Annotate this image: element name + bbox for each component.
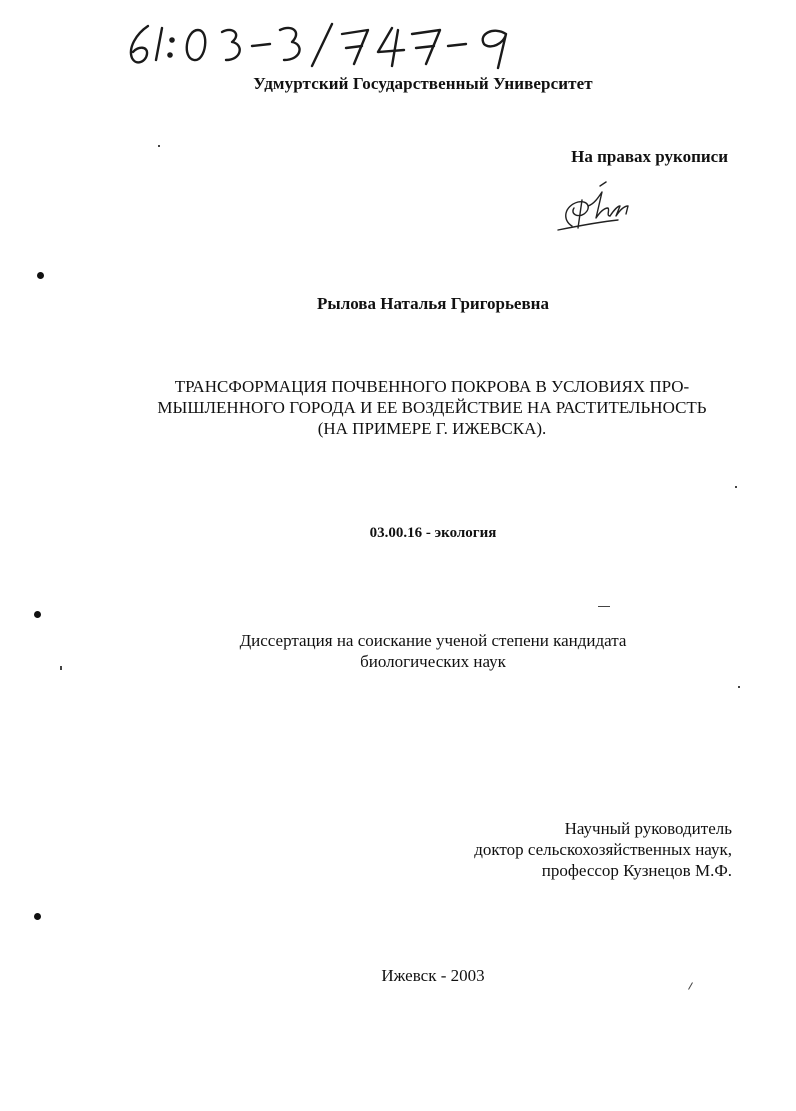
binding-dot xyxy=(37,272,44,279)
supervisor-block xyxy=(474,818,732,881)
title-line: ТРАНСФОРМАЦИЯ ПОЧВЕННОГО ПОКРОВА В УСЛОВИЯХ ПРО- xyxy=(174,377,690,396)
scan-speck xyxy=(738,686,740,688)
binding-dot xyxy=(34,913,41,920)
degree-statement xyxy=(0,630,796,672)
university-name: Удмуртский Государственный Университет xyxy=(253,74,593,93)
title-line: (НА ПРИМЕРЕ Г. ИЖЕВСКА). xyxy=(317,419,547,438)
degree-line: Диссертация на соискание ученой степени кандидата xyxy=(239,631,627,650)
supervisor-line: Научный руководитель xyxy=(564,819,732,838)
rights-notice: На правах рукописи xyxy=(571,147,728,166)
handwritten-archive-code xyxy=(0,0,560,80)
supervisor-line: профессор Кузнецов М.Ф. xyxy=(541,861,732,880)
city-year: Ижевск - 2003 xyxy=(381,966,485,985)
title-line: МЫШЛЕННОГО ГОРОДА И ЕЕ ВОЗДЕЙСТВИЕ НА РАСТИТЕЛЬНОСТЬ xyxy=(157,398,707,417)
scan-speck xyxy=(735,486,737,488)
author-signature xyxy=(548,176,648,236)
scan-speck xyxy=(158,145,160,147)
specialty-code: 03.00.16 - экология xyxy=(369,525,497,541)
scan-speck xyxy=(598,606,610,607)
scan-speck xyxy=(60,666,62,670)
dissertation-title xyxy=(130,376,734,439)
binding-dot xyxy=(34,611,41,618)
author-name: Рылова Наталья Григорьевна xyxy=(317,294,549,313)
supervisor-line: доктор сельскохозяйственных наук, xyxy=(474,840,732,859)
degree-line: биологических наук xyxy=(360,652,506,671)
